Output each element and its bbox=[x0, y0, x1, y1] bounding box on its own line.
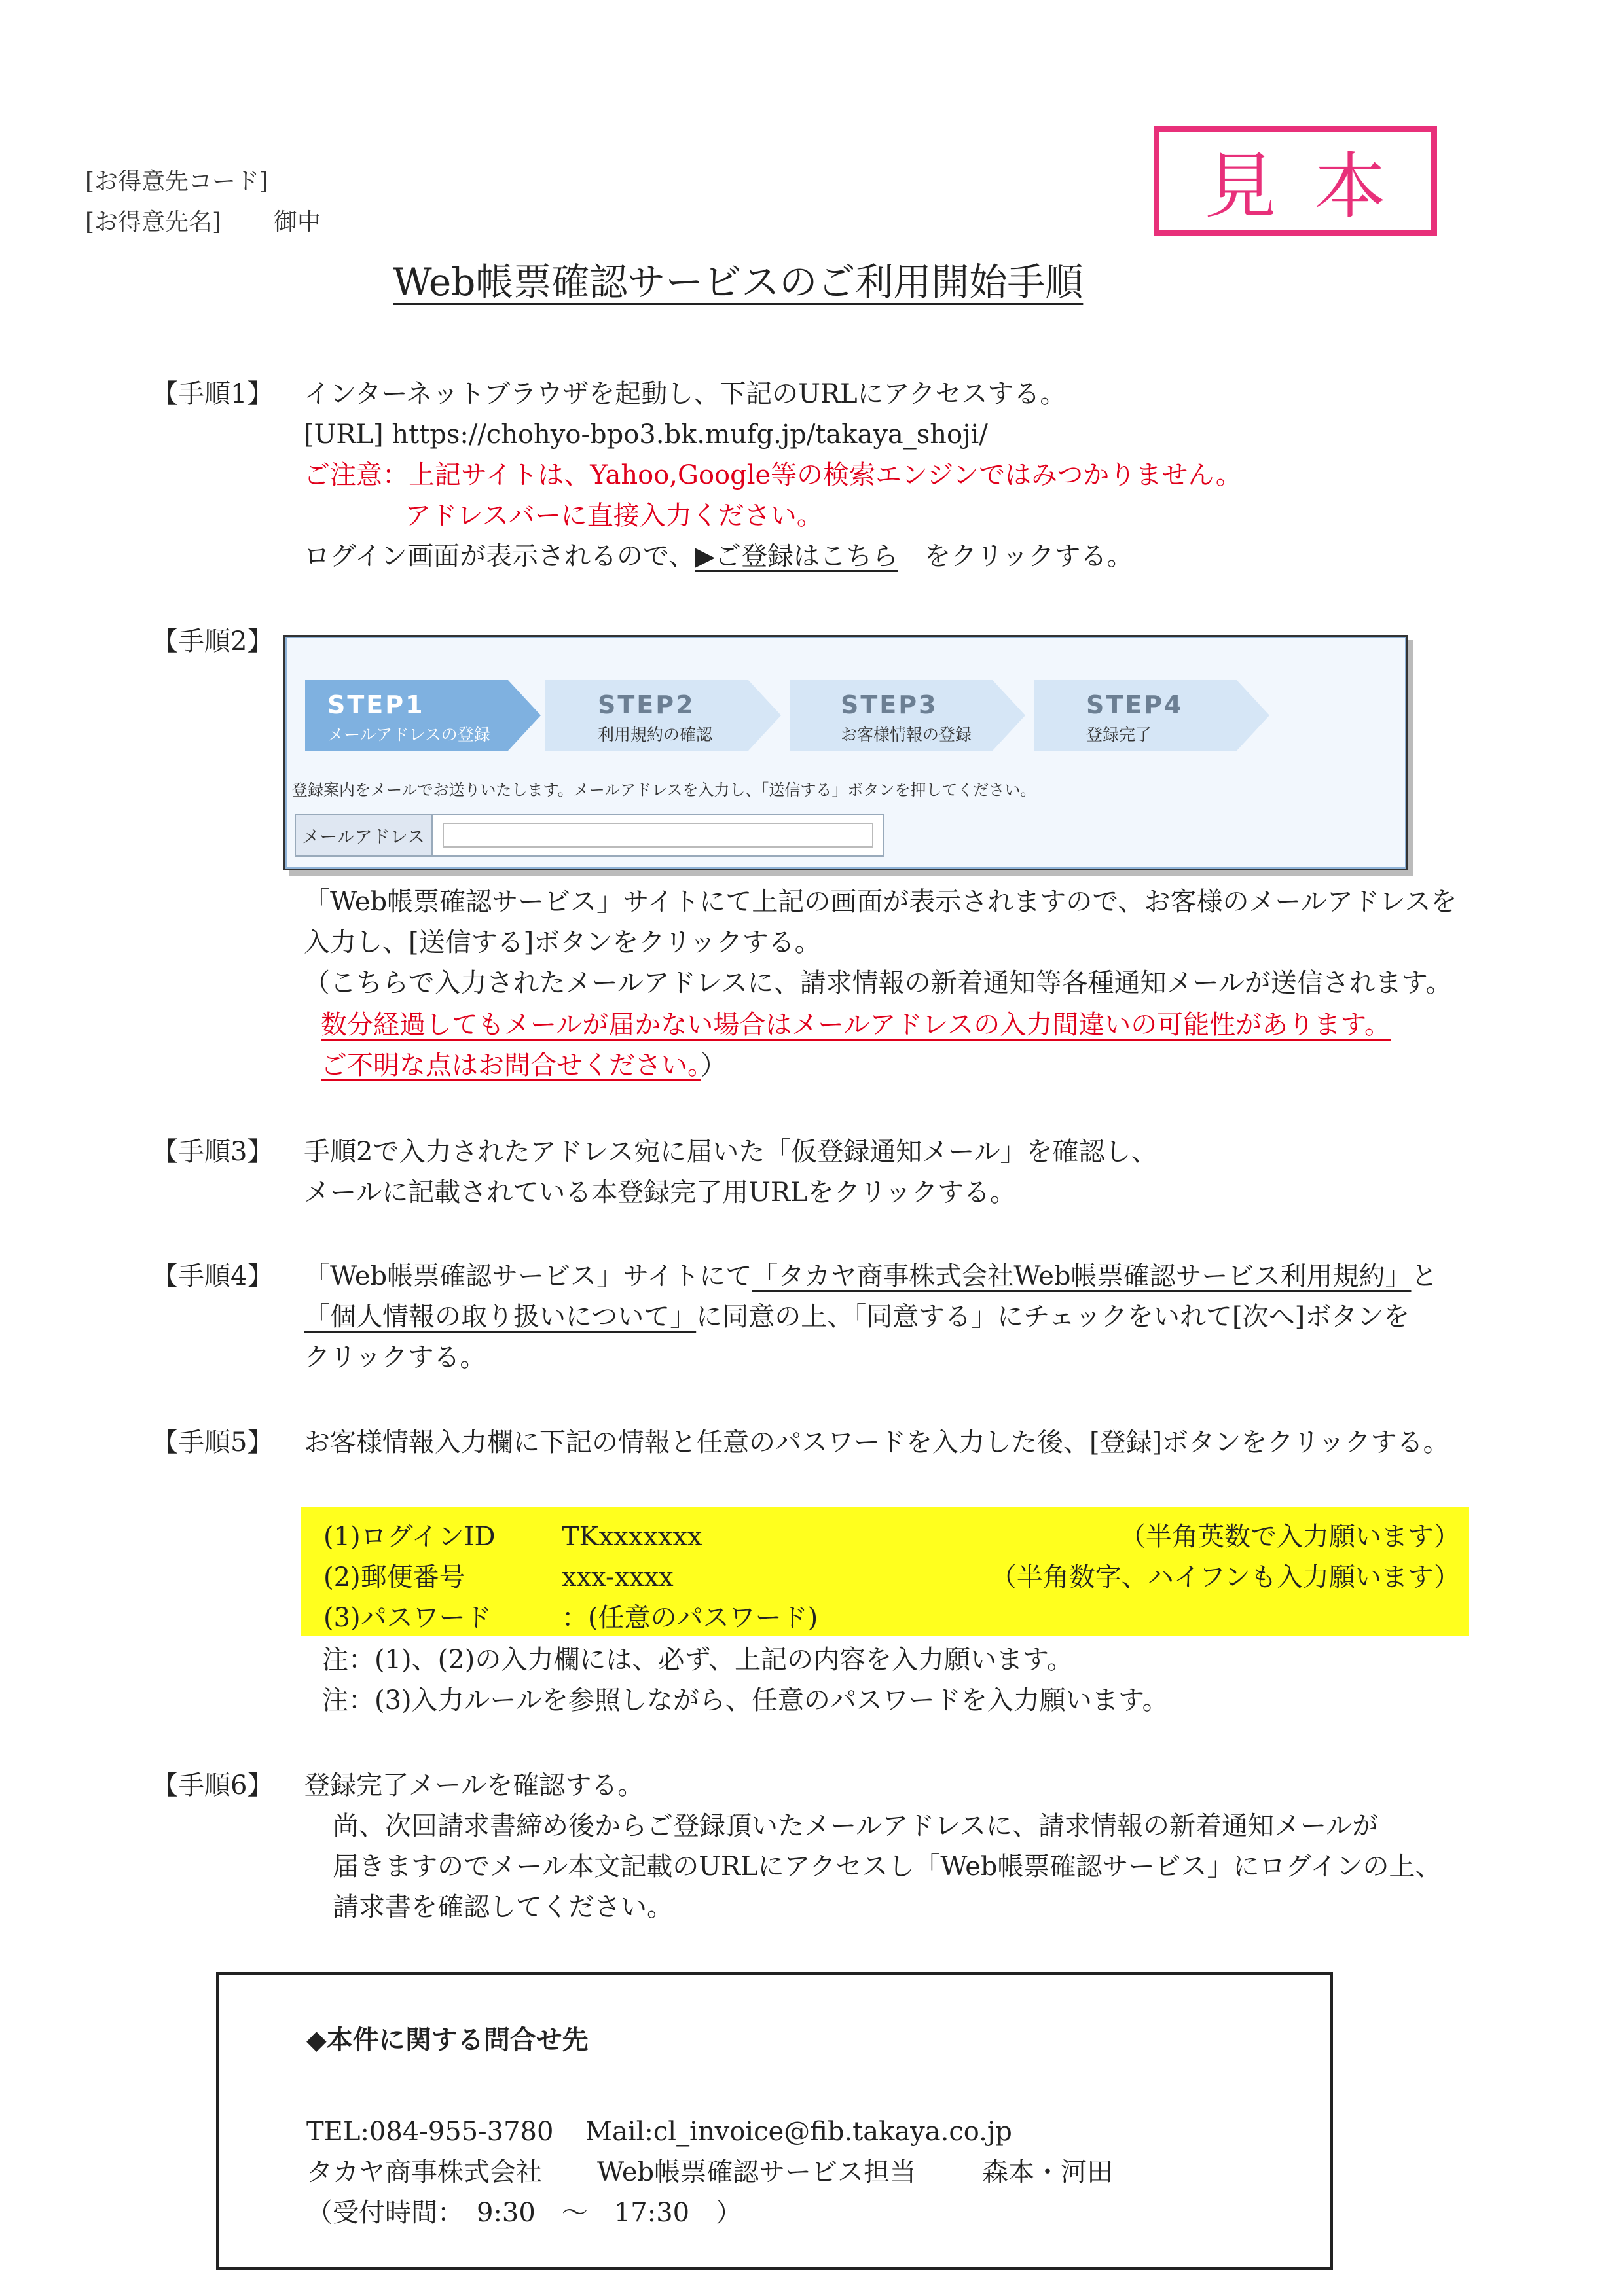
sample-stamp bbox=[1154, 126, 1437, 236]
step-2-indicator bbox=[545, 680, 781, 751]
step2-label: 【手順2】 bbox=[152, 626, 274, 656]
step4-line3: クリックする。 bbox=[304, 1342, 486, 1372]
step4-line2 bbox=[304, 1304, 1410, 1330]
register-link[interactable]: ▶ご登録はこちら bbox=[695, 541, 898, 571]
contact-heading: ◆本件に関する問合せ先 bbox=[306, 2025, 589, 2055]
step6-line4: 請求書を確認してください。 bbox=[333, 1892, 673, 1922]
step-3-text: お客様情報の登録 bbox=[841, 725, 972, 744]
step3-line1: 手順2で入力されたアドレス宛に届いた「仮登録通知メール」を確認し、 bbox=[304, 1137, 1158, 1167]
contact-dept: Web帳票確認サービス担当 bbox=[597, 2157, 917, 2187]
customer-name-label: [お得意先名] bbox=[85, 209, 222, 236]
row-value: TKxxxxxxx bbox=[562, 1522, 702, 1552]
row-name: (1)ログインID bbox=[323, 1522, 496, 1552]
privacy-link[interactable]: 「個人情報の取り扱いについて」 bbox=[304, 1302, 697, 1332]
step2-line3: （こちらで入力されたメールアドレスに、請求情報の新着通知等各種通知メールが送信されます。 bbox=[304, 968, 1452, 998]
step1-login-line bbox=[304, 543, 1133, 569]
row-value: ：(任意のパスワード) bbox=[562, 1603, 818, 1633]
step1-caution1: ご注意：上記サイトは、Yahoo,Google等の検索エンジンではみつかりません。 bbox=[304, 460, 1242, 490]
screenshot-panel bbox=[285, 637, 1406, 869]
stamp-char-2: 本 bbox=[1314, 145, 1387, 228]
step-1-number: STEP1 bbox=[327, 691, 425, 719]
customer-code-label: [お得意先コード] bbox=[85, 168, 269, 195]
contact-company: タカヤ商事株式会社 bbox=[306, 2157, 542, 2187]
row-name: (3)パスワード bbox=[323, 1603, 492, 1633]
step3-label: 【手順3】 bbox=[152, 1137, 274, 1167]
row-note: （半角数字、ハイフンも入力願います） bbox=[990, 1562, 1460, 1592]
row-value: xxx-xxxx bbox=[562, 1562, 674, 1592]
step-4-text: 登録完了 bbox=[1086, 725, 1152, 744]
step5-note2: 注：(3)入力ルールを参照しながら、任意のパスワードを入力願います。 bbox=[322, 1685, 1169, 1715]
row-name: (2)郵便番号 bbox=[323, 1562, 465, 1592]
step1-label: 【手順1】 bbox=[152, 379, 274, 409]
step-3-number: STEP3 bbox=[841, 691, 938, 719]
step6-label: 【手順6】 bbox=[152, 1770, 274, 1801]
step1-caution2: アドレスバーに直接入力ください。 bbox=[405, 501, 823, 531]
contact-tel: TEL:084-955-3780 bbox=[306, 2117, 554, 2147]
stamp-char-1: 見 bbox=[1204, 145, 1277, 228]
step6-line3: 届きますのでメール本文記載のURLにアクセスし「Web帳票確認サービス」にログインの上、 bbox=[333, 1852, 1442, 1882]
step-3-indicator bbox=[790, 680, 1025, 751]
row-note: （半角英数で入力願います） bbox=[1120, 1522, 1460, 1552]
step4-pre: 「Web帳票確認サービス」サイトにて bbox=[304, 1261, 752, 1291]
contact-box bbox=[216, 1972, 1333, 2270]
screenshot-instruction: 登録案内をメールでお送りいたします。メールアドレスを入力し、「送信する」ボタンを押してください。 bbox=[292, 781, 1036, 799]
step-2-number: STEP2 bbox=[598, 691, 695, 719]
step4-line1 bbox=[304, 1263, 1437, 1289]
step-4-number: STEP4 bbox=[1086, 691, 1184, 719]
input-info-box bbox=[301, 1507, 1469, 1636]
step1-url: [URL] https://chohyo-bpo3.bk.mufg.jp/takaya_shoji/ bbox=[304, 420, 988, 450]
step6-line2: 尚、次回請求書締め後からご登録頂いたメールアドレスに、請求情報の新着通知メールが bbox=[333, 1811, 1379, 1841]
honorific: 御中 bbox=[274, 209, 321, 236]
contact-hours: （受付時間： 9:30 ～ 17:30 ） bbox=[306, 2198, 742, 2228]
step2-warning1: 数分経過してもメールが届かない場合はメールアドレスの入力間違いの可能性があります。 bbox=[321, 1010, 1391, 1040]
step2-warning2: ご不明な点はお問合せください。 bbox=[321, 1050, 701, 1081]
step6-line1: 登録完了メールを確認する。 bbox=[304, 1770, 644, 1801]
step2-line1: 「Web帳票確認サービス」サイトにて上記の画面が表示されますので、お客様のメールアドレスを bbox=[304, 887, 1457, 917]
step3-line2: メールに記載されている本登録完了用URLをクリックする。 bbox=[304, 1177, 1016, 1208]
step4-label: 【手順4】 bbox=[152, 1261, 274, 1291]
contact-mail: Mail:cl_invoice@fib.takaya.co.jp bbox=[585, 2117, 1012, 2147]
step4-post: に同意の上、「同意する」にチェックをいれて[次へ]ボタンを bbox=[696, 1302, 1410, 1332]
email-field-inner bbox=[443, 823, 873, 848]
step2-close-paren: ） bbox=[701, 1050, 727, 1081]
step-2-text: 利用規約の確認 bbox=[598, 725, 713, 744]
step1-login-post: をクリックする。 bbox=[924, 541, 1133, 571]
registration-screenshot bbox=[283, 635, 1408, 870]
step5-line1: お客様情報入力欄に下記の情報と任意のパスワードを入力した後、[登録]ボタンをクリックする。 bbox=[304, 1427, 1450, 1458]
step2-line2: 入力し、[送信する]ボタンをクリックする。 bbox=[304, 927, 821, 958]
step-4-indicator bbox=[1034, 680, 1269, 751]
step5-note1: 注：(1)、(2)の入力欄には、必ず、上記の内容を入力願います。 bbox=[322, 1645, 1073, 1675]
contact-persons: 森本・河田 bbox=[982, 2157, 1113, 2187]
step1-line1: インターネットブラウザを起動し、下記のURLにアクセスする。 bbox=[304, 379, 1067, 409]
email-field[interactable] bbox=[432, 814, 884, 857]
step-1-indicator bbox=[305, 680, 541, 751]
terms-link[interactable]: 「タカヤ商事株式会社Web帳票確認サービス利用規約」 bbox=[752, 1261, 1412, 1291]
step4-and: と bbox=[1411, 1261, 1438, 1291]
email-field-label: メールアドレス bbox=[295, 814, 432, 857]
page-title: Web帳票確認サービスのご利用開始手順 bbox=[393, 260, 1084, 304]
step2-warning2-line bbox=[321, 1052, 727, 1079]
step-1-text: メールアドレスの登録 bbox=[327, 725, 490, 744]
step1-login-pre: ログイン画面が表示されるので、 bbox=[304, 541, 695, 571]
step5-label: 【手順5】 bbox=[152, 1427, 274, 1458]
